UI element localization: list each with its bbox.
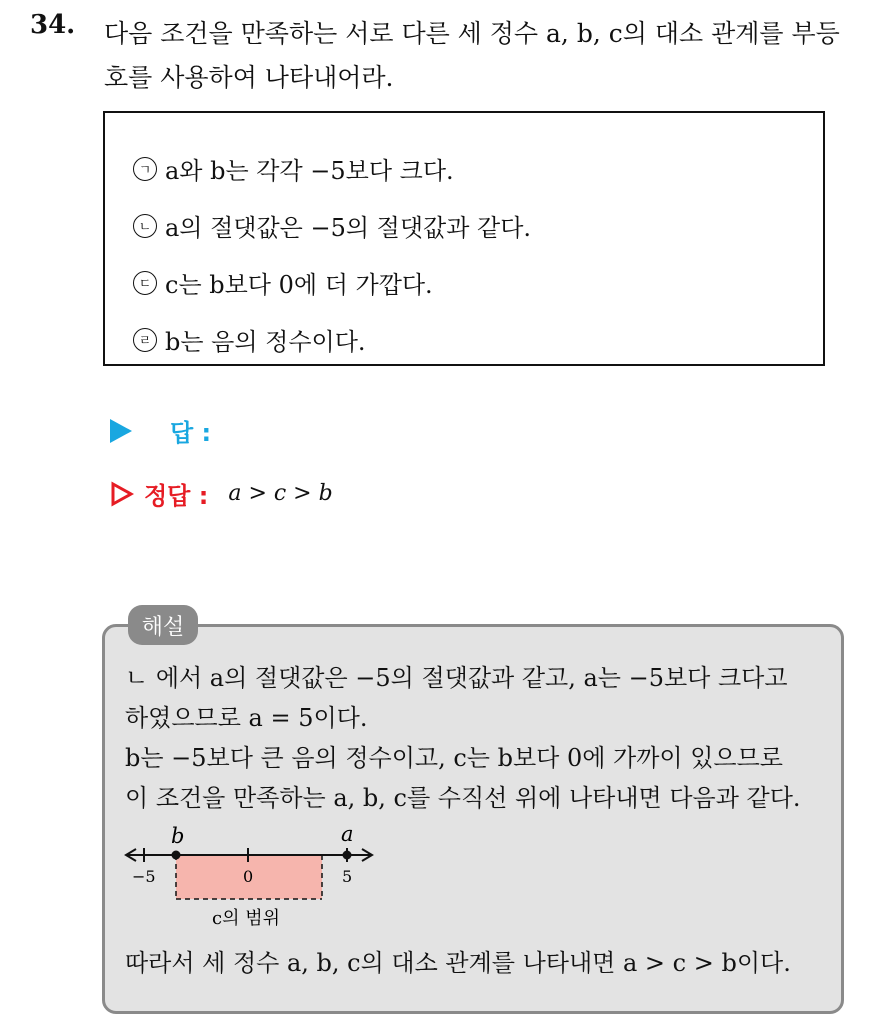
marker-circle-1: ㄱ — [133, 157, 157, 181]
play-triangle-icon — [110, 419, 132, 443]
condition-2-text: a의 절댓값은 −5의 절댓값과 같다. — [165, 214, 532, 242]
condition-3-text: c는 b보다 0에 더 가깝다. — [165, 271, 433, 299]
tick-label-minus-5: −5 — [132, 867, 156, 886]
conditions-box — [103, 111, 825, 366]
c-range-label: c의 범위 — [212, 908, 280, 929]
answer-label: 답 : — [170, 419, 212, 447]
outline-triangle-icon — [110, 481, 134, 507]
condition-1-text: a와 b는 각각 −5보다 크다. — [165, 157, 454, 185]
tick-label-5: 5 — [342, 867, 353, 886]
explanation-line-1: ㄴ 에서 a의 절댓값은 −5의 절댓값과 같고, a는 −5보다 크다고 — [125, 664, 788, 692]
explanation-line-2: 하였으므로 a = 5이다. — [125, 704, 368, 732]
marker-circle-4: ㄹ — [133, 328, 157, 352]
condition-2 — [133, 208, 531, 243]
condition-3 — [133, 265, 433, 300]
condition-4-text: b는 음의 정수이다. — [165, 328, 366, 356]
condition-4 — [133, 322, 366, 357]
answer-row — [110, 413, 211, 448]
correct-answer-row — [110, 476, 333, 511]
point-a — [343, 851, 352, 860]
explanation-tag: 해설 — [128, 605, 198, 645]
marker-circle-2: ㄴ — [133, 214, 157, 238]
explanation-text — [125, 658, 835, 818]
point-a-label: a — [341, 822, 354, 846]
tick-label-0: 0 — [243, 867, 254, 886]
point-b — [172, 851, 181, 860]
explanation-conclusion: 따라서 세 정수 a, b, c의 대소 관계를 나타내면 a > c > b이다. — [125, 949, 791, 977]
correct-answer-value: a > c > b — [228, 481, 333, 506]
explanation-line-4: 이 조건을 만족하는 a, b, c를 수직선 위에 나타내면 다음과 같다. — [125, 784, 801, 812]
question-text — [104, 12, 864, 100]
question-line-2: 호를 사용하여 나타내어라. — [104, 63, 394, 92]
marker-circle-3: ㄷ — [133, 271, 157, 295]
point-b-label: b — [171, 824, 185, 848]
correct-answer-label: 정답 : — [144, 482, 209, 510]
question-line-1: 다음 조건을 만족하는 서로 다른 세 정수 a, b, c의 대소 관계를 부등 — [104, 19, 840, 48]
number-line-diagram — [120, 820, 390, 935]
explanation-line-3: b는 −5보다 큰 음의 정수이고, c는 b보다 0에 가까이 있으므로 — [125, 744, 783, 772]
condition-1 — [133, 151, 454, 186]
question-number: 34. — [30, 10, 76, 40]
